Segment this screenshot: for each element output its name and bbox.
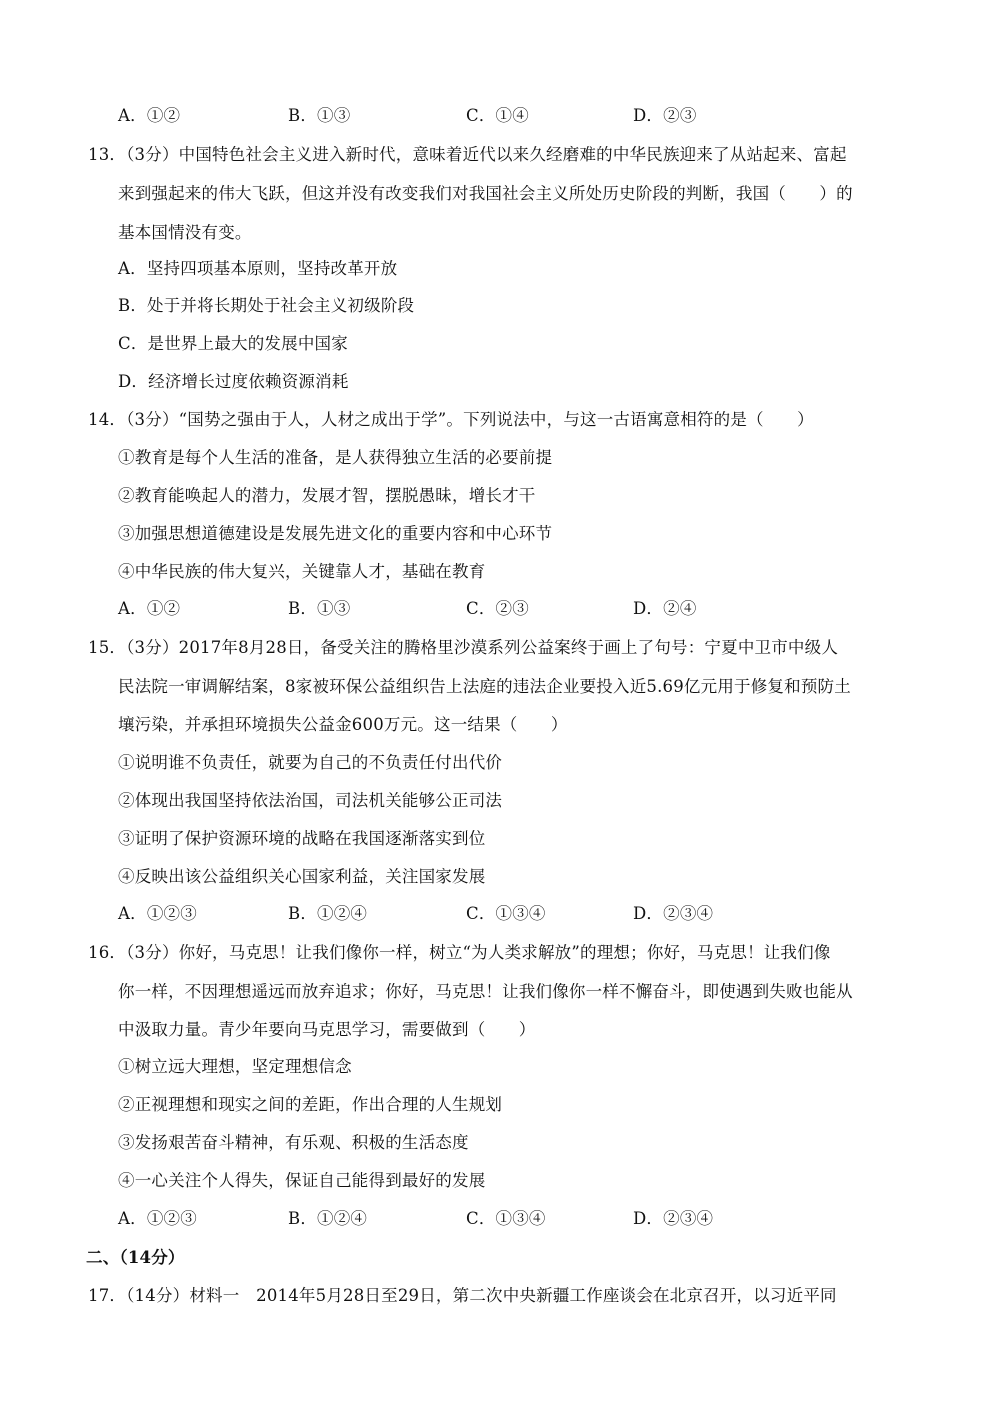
q14-statement-2: ②教育能唤起人的潜力，发展才智，摆脱愚昧，增长才干 [118, 486, 536, 505]
q15-statement-1: ①说明谁不负责任，就要为自己的不负责任付出代价 [118, 753, 503, 772]
q16-option-a: A．①②③ [118, 1209, 197, 1228]
q13-option-b: B．处于并将长期处于社会主义初级阶段 [118, 296, 415, 315]
q14-statement-4: ④中华民族的伟大复兴，关键靠人才，基础在教育 [118, 562, 486, 581]
q14-stem-line-1: 14．（3分）“国势之强由于人，人材之成出于学”。下列说法中，与这一古语寓意相符的是（ ） [88, 410, 814, 429]
q14-statement-3: ③加强思想道德建设是发展先进文化的重要内容和中心环节 [118, 524, 553, 543]
q14-option-a: A．①② [118, 599, 181, 618]
q15-statement-4: ④反映出该公益组织关心国家利益，关注国家发展 [118, 867, 486, 886]
q14-option-b: B．①③ [288, 599, 351, 618]
q14-option-c: C．②③ [466, 599, 529, 618]
q16-stem-line-3: 中汲取力量。青少年要向马克思学习，需要做到（ ） [118, 1020, 536, 1039]
q16-option-d: D．②③④ [633, 1209, 714, 1228]
q15-stem-line-2: 民法院一审调解结案，8家被环保公益组织告上法庭的违法企业要投入近5.69亿元用于修复和预防土 [118, 677, 851, 696]
q12-option-d: D．②③ [633, 106, 697, 125]
q14-option-d: D．②④ [633, 599, 697, 618]
q13-option-a: A．坚持四项基本原则，坚持改革开放 [118, 259, 398, 278]
q13-stem-line-3: 基本国情没有变。 [118, 223, 252, 242]
q12-option-b: B．①③ [288, 106, 351, 125]
q16-statement-2: ②正视理想和现实之间的差距，作出合理的人生规划 [118, 1095, 503, 1114]
q16-option-c: C．①③④ [466, 1209, 546, 1228]
q16-stem-line-1: 16．（3分）你好，马克思！让我们像你一样，树立“为人类求解放”的理想；你好，马克思！让我们像 [88, 943, 831, 962]
q15-option-b: B．①②④ [288, 904, 368, 923]
q15-stem-line-1: 15．（3分）2017年8月28日，备受关注的腾格里沙漠系列公益案终于画上了句号：宁夏中卫市中级人 [88, 638, 839, 657]
q16-statement-1: ①树立远大理想，坚定理想信念 [118, 1057, 352, 1076]
q13-option-c: C．是世界上最大的发展中国家 [118, 334, 348, 353]
q13-stem-line-2: 来到强起来的伟大飞跃，但这并没有改变我们对我国社会主义所处历史阶段的判断，我国（ ）的 [118, 184, 853, 203]
q15-stem-line-3: 壤污染，并承担环境损失公益金600万元。这一结果（ ） [118, 715, 568, 734]
q14-statement-1: ①教育是每个人生活的准备，是人获得独立生活的必要前提 [118, 448, 553, 467]
q15-option-a: A．①②③ [118, 904, 197, 923]
q12-option-c: C．①④ [466, 106, 529, 125]
q12-option-a: A．①② [118, 106, 181, 125]
q16-statement-3: ③发扬艰苦奋斗精神，有乐观、积极的生活态度 [118, 1133, 469, 1152]
q16-option-b: B．①②④ [288, 1209, 368, 1228]
q13-stem-line-1: 13．（3分）中国特色社会主义进入新时代，意味着近代以来久经磨难的中华民族迎来了从站起来、富起 [88, 145, 847, 164]
q13-option-d: D．经济增长过度依赖资源消耗 [118, 372, 349, 391]
q15-statement-2: ②体现出我国坚持依法治国，司法机关能够公正司法 [118, 791, 503, 810]
q16-stem-line-2: 你一样，不因理想遥远而放弃追求；你好，马克思！让我们像你一样不懈奋斗，即使遇到失败也能从 [118, 982, 853, 1001]
q15-option-c: C．①③④ [466, 904, 546, 923]
q15-option-d: D．②③④ [633, 904, 714, 923]
q16-statement-4: ④一心关注个人得失，保证自己能得到最好的发展 [118, 1171, 486, 1190]
section-2-title: 二、（14分） [86, 1248, 185, 1267]
q17-stem-line-1: 17．（14分）材料一 2014年5月28日至29日，第二次中央新疆工作座谈会在北京召开，以习近平同 [88, 1286, 837, 1305]
q15-statement-3: ③证明了保护资源环境的战略在我国逐渐落实到位 [118, 829, 486, 848]
